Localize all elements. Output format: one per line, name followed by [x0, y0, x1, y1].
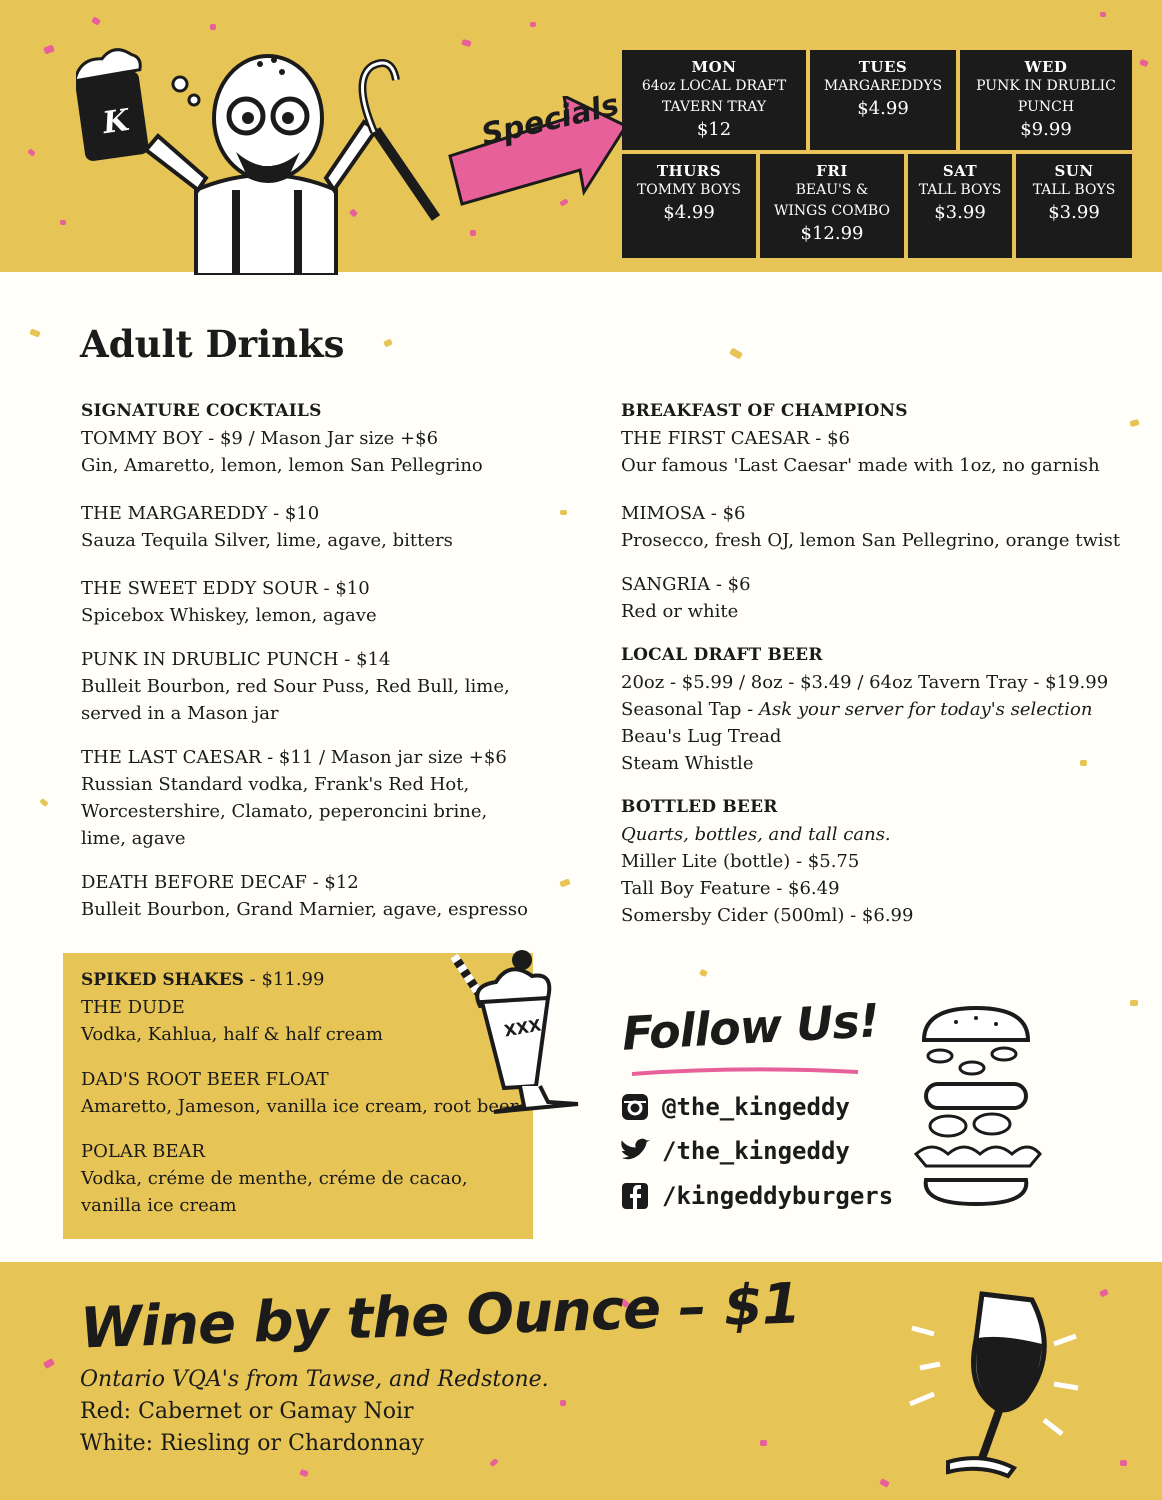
- menu-item-desc: Russian Standard vodka, Frank's Red Hot,: [81, 774, 470, 795]
- follow-us-title: Follow Us!: [620, 993, 881, 1061]
- page-title: Adult Drinks: [80, 322, 345, 366]
- specials-label: Specials: [478, 87, 623, 153]
- menu-item-name: PUNK IN DRUBLIC PUNCH - $14: [81, 649, 391, 670]
- section-heading: BREAKFAST OF CHAMPIONS: [621, 401, 908, 421]
- burger-icon: [912, 1004, 1044, 1210]
- shakes-price: - $11.99: [243, 969, 325, 990]
- wine-white: White: Riesling or Chardonnay: [80, 1431, 424, 1456]
- menu-item-name: THE DUDE: [81, 997, 185, 1018]
- menu-item-name: THE SWEET EDDY SOUR - $10: [81, 578, 370, 599]
- special-price: $3.99: [1048, 202, 1100, 223]
- menu-item-desc: lime, agave: [81, 828, 186, 849]
- section-heading: SPIKED SHAKES: [81, 970, 244, 990]
- special-fri: [760, 154, 904, 258]
- special-wed: [960, 50, 1132, 150]
- section-heading: LOCAL DRAFT BEER: [621, 645, 823, 665]
- bottled-note: Quarts, bottles, and tall cans.: [621, 824, 891, 845]
- menu-item-desc: Bulleit Bourbon, Grand Marnier, agave, espresso: [81, 899, 528, 920]
- menu-item-desc: Our famous 'Last Caesar' made with 1oz, no garnish: [621, 455, 1100, 476]
- menu-item-desc: Sauza Tequila Silver, lime, agave, bitters: [81, 530, 453, 551]
- menu-item-name: THE FIRST CAESAR - $6: [621, 428, 850, 449]
- special-day: TUES: [858, 58, 908, 76]
- special-day: THURS: [656, 162, 722, 180]
- wine-glass-icon: [904, 1284, 1084, 1494]
- section-heading: BOTTLED BEER: [621, 797, 778, 817]
- special-thurs: [622, 154, 756, 258]
- menu-item-name: POLAR BEAR: [81, 1141, 206, 1162]
- instagram-handle: @the_kingeddy: [662, 1093, 850, 1121]
- special-item: TALL BOYS: [918, 182, 1002, 198]
- instagram-icon: [620, 1092, 650, 1122]
- draft-beer: Beau's Lug Tread: [621, 726, 782, 747]
- beer-mug-icon: [76, 47, 199, 162]
- special-sat: [908, 154, 1012, 258]
- milkshake-icon: [440, 936, 590, 1126]
- instagram-link[interactable]: [620, 1092, 850, 1122]
- right-drinks: [621, 398, 1141, 929]
- twitter-icon: [620, 1136, 650, 1166]
- signature-cocktails: [81, 398, 561, 923]
- special-price: $9.99: [1020, 119, 1072, 140]
- facebook-icon: [620, 1181, 650, 1211]
- special-item: BEAU'S & WINGS COMBO: [774, 182, 890, 219]
- bottled-beer: Somersby Cider (500ml) - $6.99: [621, 905, 914, 926]
- wine-details: [80, 1364, 549, 1460]
- special-item: TOMMY BOYS: [636, 182, 742, 198]
- special-day: MON: [691, 58, 737, 76]
- mascot-illustration: [76, 40, 456, 275]
- menu-item-name: TOMMY BOY - $9 / Mason Jar size +$6: [81, 428, 439, 449]
- section-heading: SIGNATURE COCKTAILS: [81, 401, 322, 421]
- special-mon: [622, 50, 806, 150]
- special-price: $12: [696, 119, 732, 140]
- menu-item-name: THE MARGAREDDY - $10: [81, 503, 320, 524]
- menu-item-desc: Spicebox Whiskey, lemon, agave: [81, 605, 377, 626]
- special-item: MARGAREDDYS: [823, 78, 943, 94]
- twitter-handle: /the_kingeddy: [662, 1137, 850, 1165]
- special-item: PUNK IN DRUBLIC PUNCH: [976, 78, 1116, 115]
- special-price: $12.99: [800, 223, 864, 244]
- seasonal-note: Ask your server for today's selection: [758, 699, 1093, 720]
- special-day: SAT: [942, 162, 978, 180]
- special-sun: [1016, 154, 1132, 258]
- draft-prices: 20oz - $5.99 / 8oz - $3.49 / 64oz Tavern Tray - $19.99: [621, 672, 1109, 693]
- facebook-link[interactable]: [620, 1181, 893, 1211]
- bottled-beer: Miller Lite (bottle) - $5.75: [621, 851, 860, 872]
- menu-item-desc: Prosecco, fresh OJ, lemon San Pellegrino, orange twist: [621, 530, 1121, 551]
- underline-decor: [630, 1064, 860, 1078]
- special-item: TALL BOYS: [1032, 182, 1116, 198]
- draft-beer: Steam Whistle: [621, 753, 754, 774]
- menu-item-name: DEATH BEFORE DECAF - $12: [81, 872, 359, 893]
- menu-item-name: SANGRIA - $6: [621, 574, 751, 595]
- special-price: $4.99: [857, 98, 909, 119]
- facebook-handle: /kingeddyburgers: [662, 1182, 894, 1210]
- menu-item-desc: Gin, Amaretto, lemon, lemon San Pellegrino: [81, 455, 483, 476]
- seasonal-label: Seasonal Tap -: [621, 699, 759, 720]
- bottled-beer: Tall Boy Feature - $6.49: [621, 878, 840, 899]
- special-price: $4.99: [663, 202, 715, 223]
- menu-item-name: DAD'S ROOT BEER FLOAT: [81, 1069, 329, 1090]
- svg-text:XXX: XXX: [502, 1015, 543, 1041]
- menu-item-desc: Red or white: [621, 601, 739, 622]
- menu-item-desc: Vodka, créme de menthe, créme de cacao,: [81, 1168, 468, 1189]
- wine-note: Ontario VQA's from Tawse, and Redstone.: [80, 1367, 549, 1392]
- twitter-link[interactable]: [620, 1136, 850, 1166]
- menu-item-desc: Vodka, Kahlua, half & half cream: [81, 1024, 383, 1045]
- menu-item-desc: Amaretto, Jameson, vanilla ice cream, root beer: [81, 1096, 519, 1117]
- special-tues: [810, 50, 956, 150]
- special-day: FRI: [816, 162, 848, 180]
- specials-grid: [622, 50, 1132, 258]
- menu-item-desc: vanilla ice cream: [81, 1195, 237, 1216]
- special-price: $3.99: [934, 202, 986, 223]
- menu-item-desc: Bulleit Bourbon, red Sour Puss, Red Bull, lime,: [81, 676, 510, 697]
- wine-title: Wine by the Ounce – $1: [79, 1271, 801, 1362]
- special-item: 64oz LOCAL DRAFT TAVERN TRAY: [641, 78, 787, 115]
- menu-item-desc: served in a Mason jar: [81, 703, 279, 724]
- draft-seasonal: [621, 696, 1141, 723]
- wine-red: Red: Cabernet or Gamay Noir: [80, 1399, 414, 1424]
- menu-item-name: MIMOSA - $6: [621, 503, 746, 524]
- special-day: SUN: [1054, 162, 1094, 180]
- menu-item-name: THE LAST CAESAR - $11 / Mason jar size +$6: [81, 747, 507, 768]
- menu-item-desc: Worcestershire, Clamato, peperoncini brine,: [81, 801, 488, 822]
- svg-text:K: K: [100, 102, 132, 142]
- special-day: WED: [1024, 58, 1068, 76]
